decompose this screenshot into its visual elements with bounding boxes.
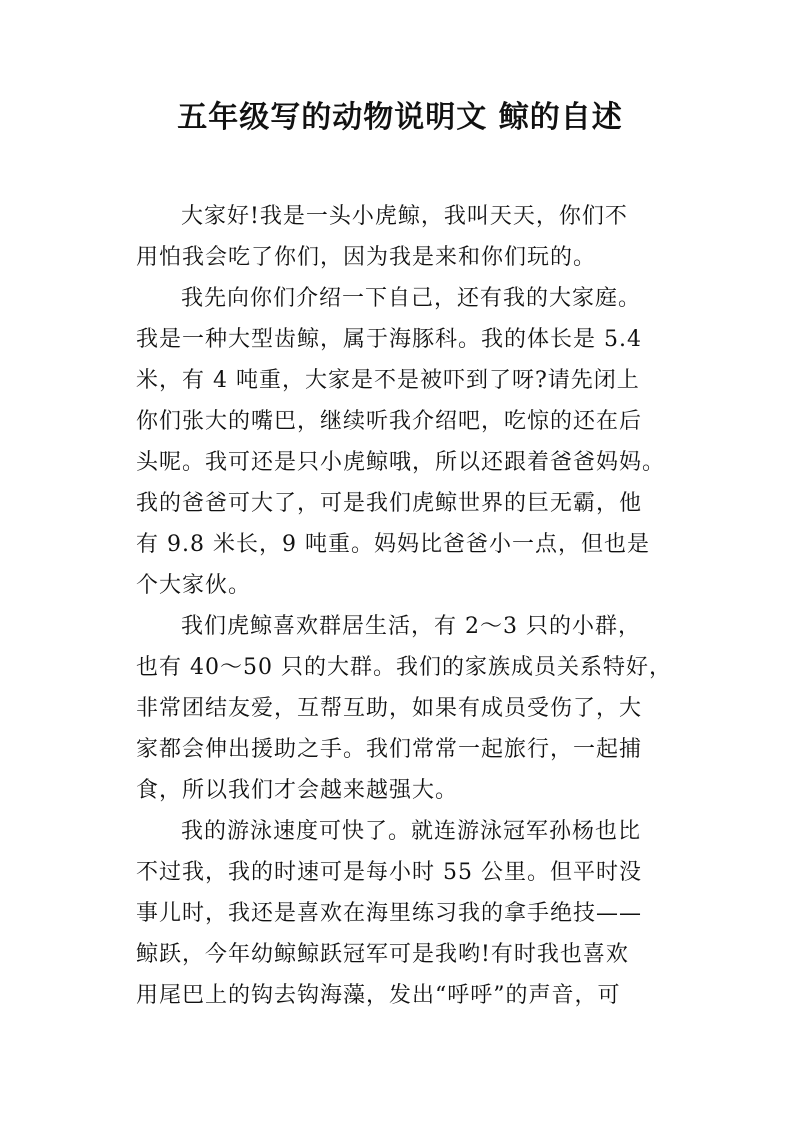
text-line: 用怕我会吃了你们，因为我是来和你们玩的。 [136,245,597,270]
text-line: 我的爸爸可大了，可是我们虎鲸世界的巨无霸，他 [136,491,643,516]
text-line: 鲸跃，今年幼鲸鲸跃冠军可是我哟!有时我也喜欢 [136,942,629,967]
text-line: 大家好!我是一头小虎鲸，我叫天天，你们不 [181,204,628,229]
text-line: 有 9.8 米长，9 吨重。妈妈比爸爸小一点，但也是 [136,532,650,557]
text-line: 用尾巴上的钩去钩海藻，发出“呼呼”的声音，可 [136,983,621,1008]
text-line: 非常团结友爱，互帮互助，如果有成员受伤了，大 [136,696,643,721]
text-line: 家都会伸出援助之手。我们常常一起旅行，一起捕 [136,737,643,762]
text-line: 我是一种大型齿鲸，属于海豚科。我的体长是 5.4 [136,327,642,352]
text-line: 事儿时，我还是喜欢在海里练习我的拿手绝技—— [136,901,643,926]
text-line: 个大家伙。 [136,573,252,598]
text-line: 也有 40～50 只的大群。我们的家族成员关系特好， [136,655,672,680]
document-body [136,196,672,1016]
text-line: 食，所以我们才会越来越强大。 [136,778,459,803]
text-line: 我们虎鲸喜欢群居生活，有 2～3 只的小群， [181,614,641,639]
document-title: 五年级写的动物说明文 鲸的自述 [177,100,623,135]
text-line: 我的游泳速度可快了。就连游泳冠军孙杨也比 [181,819,642,844]
text-line: 米，有 4 吨重，大家是不是被吓到了呀?请先闭上 [136,368,640,393]
text-line: 我先向你们介绍一下自己，还有我的大家庭。 [181,286,642,311]
text-line: 你们张大的嘴巴，继续听我介绍吧，吃惊的还在后 [136,409,643,434]
text-line: 不过我，我的时速可是每小时 55 公里。但平时没 [136,860,642,885]
text-line: 头呢。我可还是只小虎鲸哦，所以还跟着爸爸妈妈。 [136,450,666,475]
